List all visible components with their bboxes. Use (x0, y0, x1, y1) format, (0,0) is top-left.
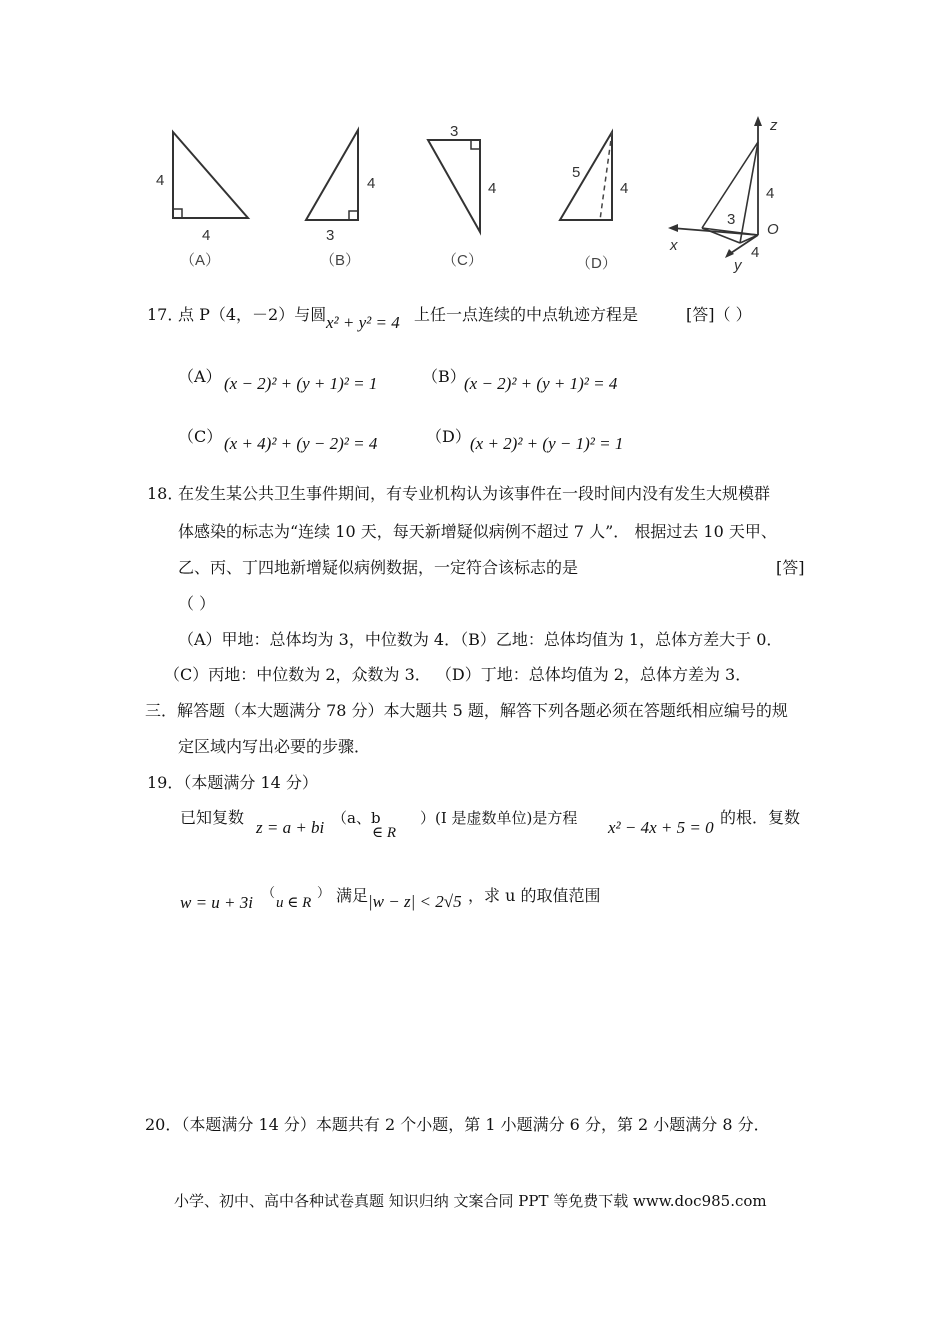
figure-3d-edge-3-label: 3 (727, 211, 736, 228)
q17-option-c-label: （C） (178, 427, 223, 446)
origin-label: O (767, 221, 779, 238)
q17-stem-start: 点 P（4，－2）与圆 (178, 305, 327, 324)
q17-circle-equation: x² + y² = 4 (326, 313, 400, 332)
q19-u-in-r: u ∈ R (276, 895, 312, 911)
q18-line-3: 乙、丙、丁四地新增疑似病例数据，一定符合该标志的是 (178, 558, 579, 577)
q19-z-equation: z = a + bi (256, 818, 325, 837)
figure-c-caption: （C） (442, 252, 483, 269)
q17-option-a: (x − 2)² + (y + 1)² = 1 (224, 374, 378, 393)
q18-line-1: 在发生某公共卫生事件期间，有专业机构认为该事件在一段时间内没有发生大规模群 (178, 484, 771, 503)
q19-quadratic: x² − 4x + 5 = 0 (608, 818, 714, 837)
figure-3d (668, 116, 779, 274)
q19-inequality: |w − z| < 2√5 (368, 892, 462, 911)
q20-text: 20．（本题满分 14 分）本题共有 2 个小题，第 1 小题满分 6 分，第 2 小题满分 8 分． (145, 1115, 770, 1134)
q17-option-d-label: （D） (426, 427, 471, 446)
axis-y-label: y (734, 257, 742, 274)
section-3-line-1: 三．解答题（本大题满分 78 分）本大题共 5 题，解答下列各题必须在答题纸相应编号的规 (145, 701, 788, 720)
q18-options-ab: （A）甲地：总体均为 3，中位数为 4．（B）乙地：总体均值为 1，总体方差大于 0． (178, 630, 783, 649)
q19-close-paren: ） (317, 886, 331, 901)
q19-text-1: 已知复数 (180, 808, 245, 827)
figure-3d-edge-4-label: 4 (751, 244, 760, 261)
q19-text-2: （a、b (332, 809, 381, 827)
section-3-line-2: 定区域内写出必要的步骤． (178, 737, 371, 756)
figure-b-right-label: 4 (367, 175, 376, 192)
figure-c-top-label: 3 (450, 123, 459, 140)
figure-d (560, 132, 628, 272)
figure-c (428, 123, 496, 269)
figure-a (156, 132, 248, 269)
figure-d-slant-label: 5 (572, 164, 581, 181)
figure-a-left-label: 4 (156, 172, 165, 189)
three-view-figures (140, 110, 800, 280)
figure-d-caption: （D） (576, 255, 617, 272)
q18-options-cd: （C）丙地：中位数为 2，众数为 3． （D）丁地：总体均值为 2，总体方差为 3． (164, 665, 752, 684)
q17-number: 17． (147, 305, 184, 324)
q19-text-6: ，求 u 的取值范围 (468, 886, 601, 905)
figure-d-right-label: 4 (620, 180, 629, 197)
q17-stem-end: 上任一点连续的中点轨迹方程是 (414, 305, 639, 324)
q17-option-a-label: （A） (178, 367, 222, 386)
q19-text-3: ）(I 是虚数单位)是方程 (420, 809, 578, 827)
figure-c-right-label: 4 (488, 180, 497, 197)
q19-text-5: 满足 (336, 886, 369, 905)
figure-b-caption: （B） (320, 252, 361, 269)
q18-answer-paren: （ ） (178, 594, 216, 613)
q17-option-d: (x + 2)² + (y − 1)² = 1 (470, 434, 624, 453)
q17-option-c: (x + 4)² + (y − 2)² = 4 (224, 434, 378, 453)
q17-answer-bracket: [答]（ ） (686, 305, 752, 324)
q18-answer-bracket: [答] (776, 558, 805, 577)
q19-header: 19．（本题满分 14 分） (147, 773, 318, 792)
figure-a-bottom-label: 4 (202, 227, 211, 244)
q19-in-r: ∈ R (372, 825, 397, 841)
q19-text-4: 的根．复数 (720, 808, 801, 827)
axis-z-label: z (770, 117, 778, 134)
figure-a-caption: （A） (180, 252, 221, 269)
figure-b (306, 130, 375, 269)
q17-option-b: (x − 2)² + (y + 1)² = 4 (464, 374, 618, 393)
q17-option-b-label: （B） (422, 367, 466, 386)
q19-w-equation: w = u + 3i (180, 893, 254, 912)
footer-text: 小学、初中、高中各种试卷真题 知识归纳 文案合同 PPT 等免费下载 www.doc985.com (174, 1192, 767, 1210)
q19-open-paren: （ (262, 886, 276, 901)
figure-b-bottom-label: 3 (326, 227, 335, 244)
figure-3d-height-label: 4 (766, 185, 775, 202)
axis-x-label: x (670, 237, 678, 254)
q18-number: 18． (147, 484, 184, 503)
q18-line-2: 体感染的标志为“连续 10 天，每天新增疑似病例不超过 7 人”． 根据过去 10 天甲、 (178, 522, 777, 541)
